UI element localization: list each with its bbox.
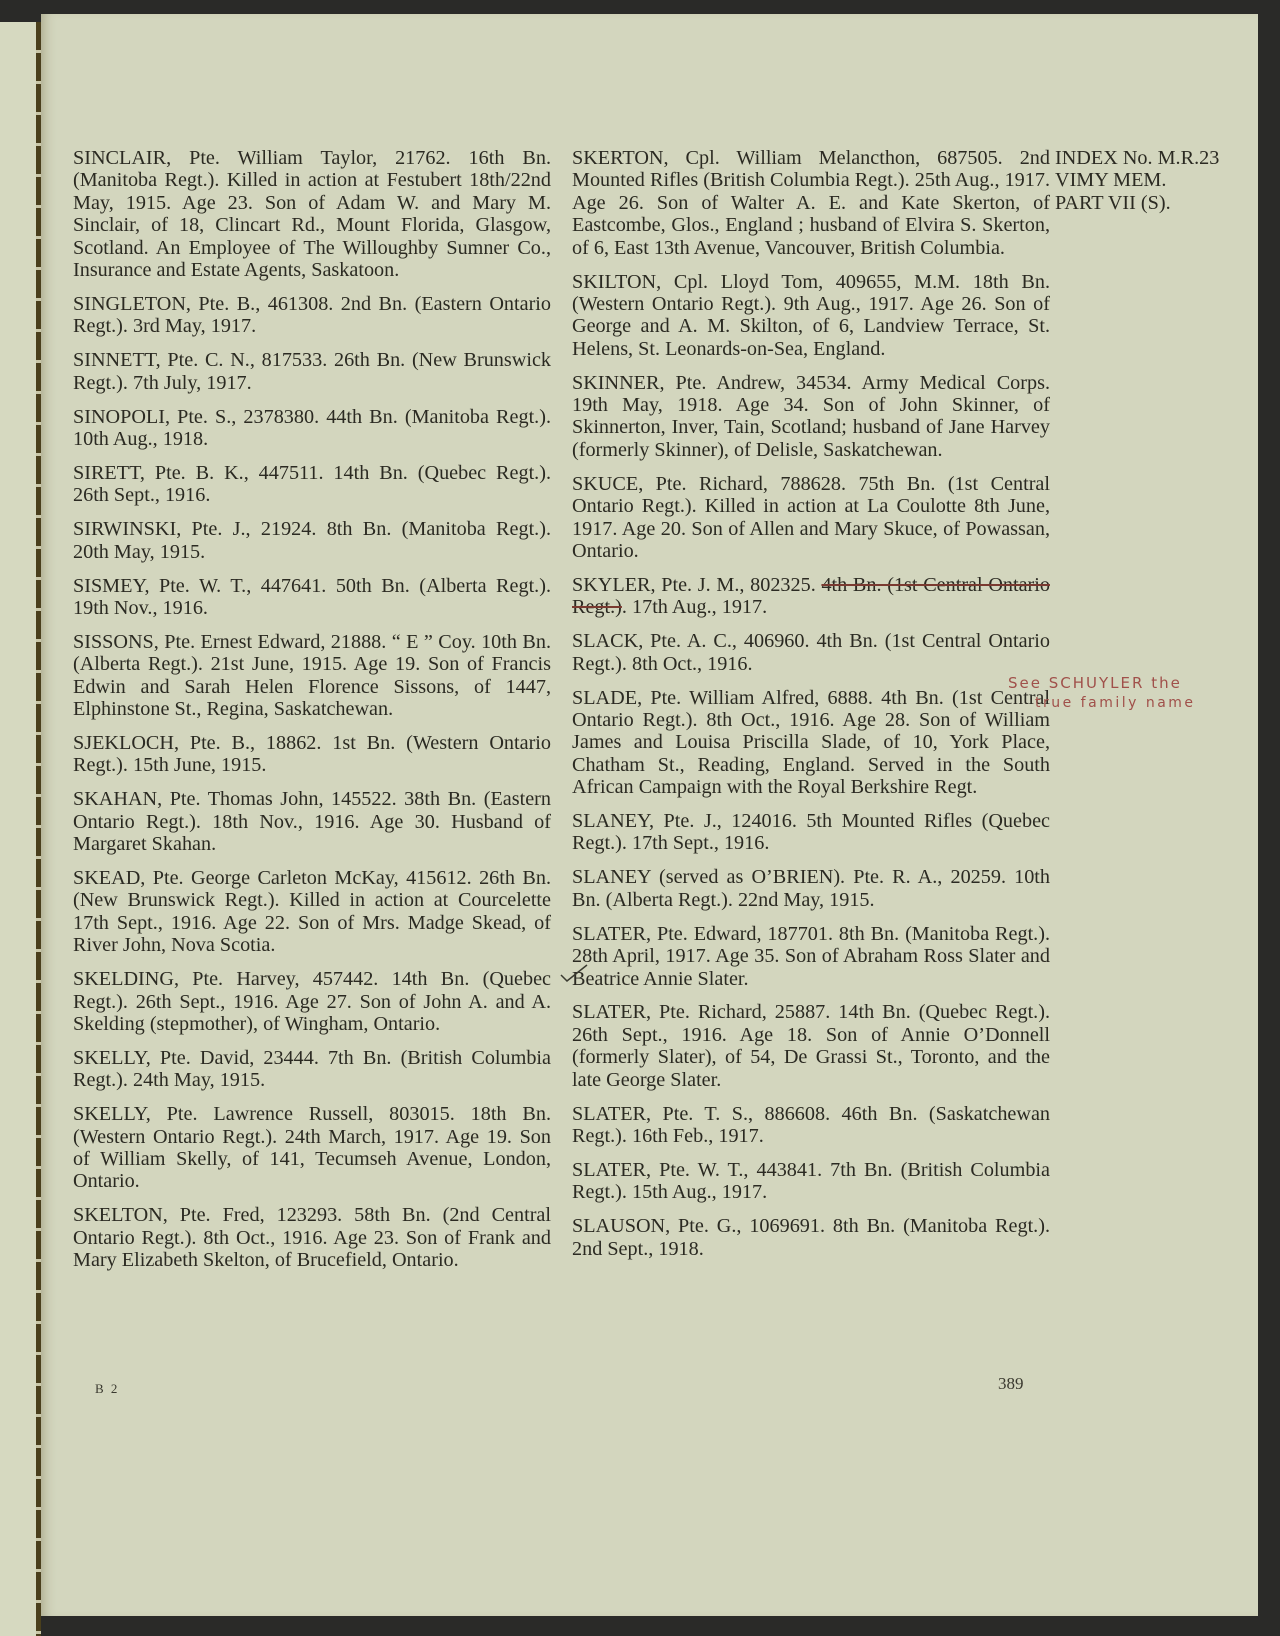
signature-mark: B 2 [95,1381,120,1396]
left-column [73,147,551,1283]
entry-surname: SINCLAIR [73,147,167,169]
entry-details: , Pte. David, 23444. 7th Bn. (British Columbia Regt.). 24th May, 1915. [73,1046,551,1092]
entry-details: , Pte. T. S., 886608. 46th Bn. (Saskatchewan Regt.). 16th Feb., 1917. [572,1102,1050,1147]
entry-details: , Pte. George Carleton McKay, 415612. 26th Bn. (New Brunswick Regt.). Killed in action at Courcelette 17th Sept., 1916. Age 22. Son of Mrs. Madge Skead, of River John, Nova Scotia. [73,866,551,957]
register-entry [73,462,551,507]
register-entry [572,687,1050,799]
entry-details: (served as O’BRIEN). Pte. R. A., 20259. 10th Bn. (Alberta Regt.). 22nd May, 1915. [572,866,1050,911]
register-entry [73,788,551,855]
register-entry [73,349,551,394]
register-entry [572,271,1050,361]
entry-details: , Pte. J., 21924. 8th Bn. (Manitoba Regt.). 20th May, 1915. [73,518,551,563]
entry-details: , Cpl. Lloyd Tom, 409655, M.M. 18th Bn. (Western Ontario Regt.). 9th Aug., 1917. Age 26. Son of George and A. M. Skilton, of 6, Landview Terrace, St. Helens, St. Leonards-on-Sea, England. [572,270,1050,360]
entry-details: , Pte. Fred, 123293. 58th Bn. (2nd Central Ontario Regt.). 8th Oct., 1916. Age 23. Son of Frank and Mary Elizabeth Skelton, of Brucefield, Ontario. [73,1204,551,1272]
register-entry [572,1215,1050,1260]
handwritten-note-line-1: See SCHUYLER the [1008,674,1182,692]
entry-details: , Pte. B., 18862. 1st Bn. (Western Ontario Regt.). 15th June, 1915. [73,731,551,777]
entry-details: , Pte. Lawrence Russell, 803015. 18th Bn. (Western Ontario Regt.). 24th March, 1917. Age 19. Son of William Skelly, of 141, Tecumseh Avenue, London, Ontario. [73,1103,551,1193]
entry-details: , Pte. C. N., 817533. 26th Bn. (New Brunswick Regt.). 7th July, 1917. [73,349,551,394]
entry-details: , Pte. J., 124016. 5th Mounted Rifles (Quebec Regt.). 17th Sept., 1916. [572,810,1050,855]
register-entry [73,867,551,957]
register-entry [73,575,551,620]
entry-details: , Pte. William Taylor, 21762. 16th Bn. (Manitoba Regt.). Killed in action at Festubert 18th/22nd May, 1915. Age 23. Son of Adam W. and Mary M. Sinclair, of 18, Clincart Rd., Mount Florida, Glasgow, Scotland. An Employee of The Willoughby Sumner Co., Insurance and Estate Agents, Saskatoon. [73,147,551,282]
register-entry [572,473,1050,563]
register-entry [572,574,1050,619]
register-entry [572,810,1050,855]
entry-details: , Pte. Harvey, 457442. 14th Bn. (Quebec Regt.). 26th Sept., 1916. Age 27. Son of John A. and A. Skelding (stepmother), of Wingham, Ontario. [73,968,551,1035]
entry-details: , Pte. W. T., 447641. 50th Bn. (Alberta Regt.). 19th Nov., 1916. [73,574,551,619]
struck-out-text: 4th Bn. (1st Central Ontario Regt.) [572,573,1050,619]
entry-surname: SKEAD [73,866,141,889]
entry-surname: SLANEY [572,810,650,833]
register-entry [73,1204,551,1271]
entry-surname: SKERTON [572,147,664,169]
register-entry [73,293,551,338]
entry-details: , Pte. Andrew, 34534. Army Medical Corps. 19th May, 1918. Age 34. Son of John Skinner, of Skinnerton, Inver, Tain, Scotland; husband of Jane Harvey (formerly Skinner), of Delisle, Saskatchewan. [572,371,1050,461]
register-entry [572,372,1050,462]
register-entry [572,1159,1050,1204]
entry-surname: SKINNER [572,371,660,394]
entry-surname: SKYLER [572,573,651,596]
entry-details: , Pte. B. K., 447511. 14th Bn. (Quebec Regt.). 26th Sept., 1916. [73,461,551,507]
entry-surname: SLACK [572,630,639,653]
entry-surname: SINOPOLI [73,405,165,428]
index-reference [1055,147,1219,214]
entry-surname: SIRWINSKI [73,518,177,541]
entry-surname: SKELLY [73,1103,146,1126]
entry-surname: SKELTON [73,1204,163,1227]
entry-surname: SLATER [572,1102,647,1125]
entry-details: , Pte. Thomas John, 145522. 38th Bn. (Eastern Ontario Regt.). 18th Nov., 1916. Age 30. Husband of Margaret Skahan. [73,788,551,856]
entry-surname: SKAHAN [73,788,158,811]
entry-surname: SLATER [572,1001,647,1024]
facing-page-edge [0,22,36,1636]
entry-details: , Pte. Ernest Edward, 21888. “ E ” Coy. 10th Bn. (Alberta Regt.). 21st June, 1915. Age 19. Son of Francis Edwin and Sarah Helen Florence Sissons, of 1447, Elphinstone St., Regina, Saskatchewan. [73,630,551,721]
entry-details: , Cpl. William Melancthon, 687505. 2nd Mounted Rifles (British Columbia Regt.). 25th Aug., 1917. Age 26. Son of Walter A. E. and Kate Skerton, of Eastcombe, Glos., England ; husband of Elvira S. Skerton, of 6, East 13th Avenue, Vancouver, British Columbia. [572,147,1050,259]
entry-details: , Pte. W. T., 443841. 7th Bn. (British Columbia Regt.). 15th Aug., 1917. [572,1158,1050,1204]
entry-surname: SLATER [572,1158,647,1181]
right-column [572,147,1050,1271]
page-number: 389 [998,1374,1024,1393]
register-entry [572,923,1050,990]
index-number: INDEX No. M.R.23 [1055,147,1220,169]
entry-details: , Pte. Edward, 187701. 8th Bn. (Manitoba Regt.). 28th April, 1917. Age 35. Son of Abraham Ross Slater and Beatrice Annie Slater. [572,922,1050,990]
register-entry [73,1047,551,1092]
part-label: PART VII (S). [1055,191,1171,214]
register-entry [572,1103,1050,1148]
entry-surname: SLADE [572,686,638,709]
entry-surname: SKELDING [73,968,174,991]
entry-details: , Pte. Richard, 788628. 75th Bn. (1st Central Ontario Regt.). Killed in action at La Coulotte 8th June, 1917. Age 20. Son of Allen and Mary Skuce, of Powassan, Ontario. [572,472,1050,562]
entry-surname: SLAUSON [572,1215,666,1238]
entry-surname: SKELLY [73,1046,146,1069]
entry-details: , Pte. Richard, 25887. 14th Bn. (Quebec Regt.). 26th Sept., 1916. Age 18. Son of Annie O’Donnell (formerly Slater), of 54, De Grassi St., Toronto, and the late George Slater. [572,1001,1050,1091]
register-entry [572,1001,1050,1091]
register-entry [73,147,551,281]
entry-details: , Pte. S., 2378380. 44th Bn. (Manitoba Regt.). 10th Aug., 1918. [73,405,551,450]
memorial-name: VIMY MEM. [1055,169,1167,192]
entry-surname: SLANEY [572,866,651,889]
entry-details: , Pte. A. C., 406960. 4th Bn. (1st Central Ontario Regt.). 8th Oct., 1916. [572,630,1050,675]
register-entry [73,1103,551,1193]
entry-surname: SINGLETON [73,292,186,315]
entry-details: , Pte. G., 1069691. 8th Bn. (Manitoba Regt.). 2nd Sept., 1918. [572,1215,1050,1260]
entry-surname: SINNETT [73,349,156,372]
handwritten-check-mark [559,963,589,983]
entry-details: , Pte. J. M., 802325. [650,573,822,596]
entry-surname: SISMEY [73,574,145,597]
register-entry [73,732,551,777]
entry-details: , Pte. William Alfred, 6888. 4th Bn. (1st Central Ontario Regt.). 8th Oct., 1916. Age 28. Son of William James and Louisa Priscilla Slade, of 10, York Place, Chatham St., Reading, England. Served in the South African Campaign with the Royal Berkshire Regt. [572,686,1050,799]
register-entry [572,630,1050,675]
entry-surname: SIRETT [73,461,140,484]
entry-surname: SISSONS [73,630,154,653]
register-entry [73,968,551,1035]
register-entry [73,518,551,563]
register-entry [572,147,1050,259]
entry-surname: SLATER [572,922,647,945]
handwritten-note-line-2: true family name [1035,695,1196,711]
register-entry [73,406,551,451]
entry-surname: SKUCE [572,472,639,495]
register-entry [572,866,1050,911]
entry-details: , Pte. B., 461308. 2nd Bn. (Eastern Ontario Regt.). 3rd May, 1917. [73,292,551,338]
entry-surname: SKILTON [572,270,657,293]
entry-details-after: . 17th Aug., 1917. [621,596,768,619]
register-entry [73,631,551,721]
entry-surname: SJEKLOCH [73,731,174,754]
